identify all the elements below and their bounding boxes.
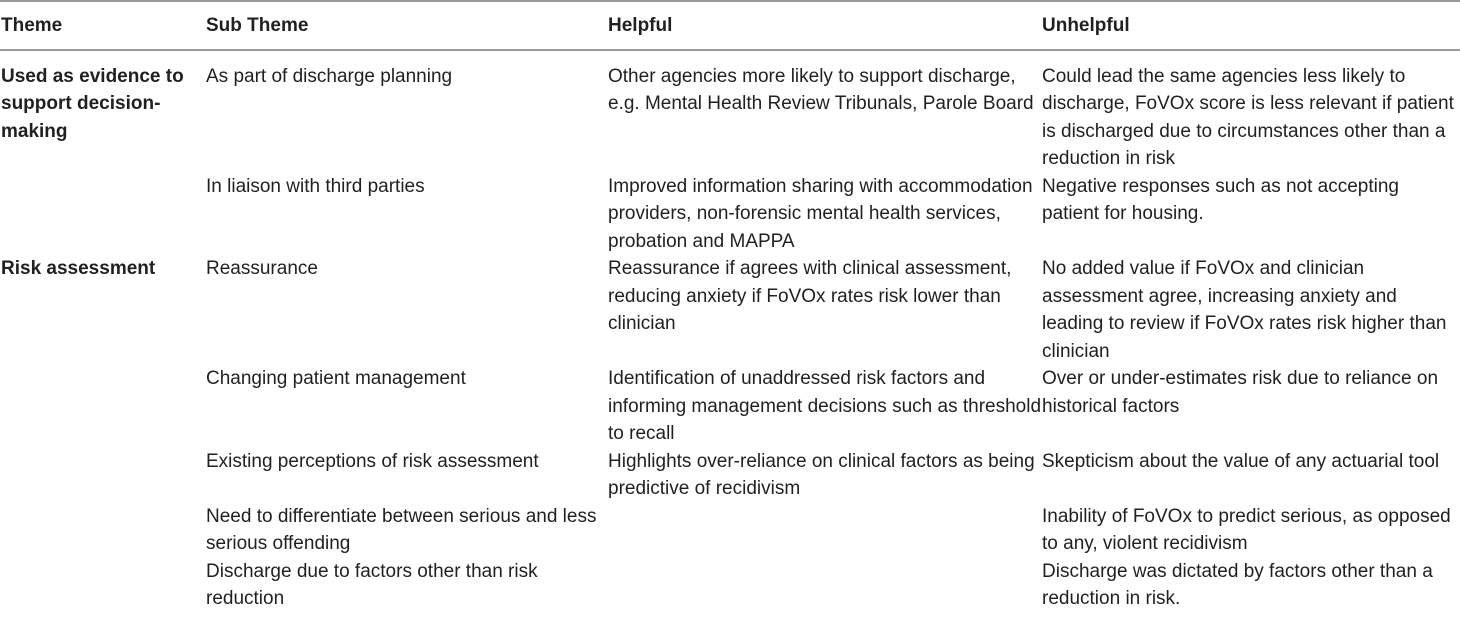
table-row bbox=[0, 558, 1460, 622]
header-sub-theme: Sub Theme bbox=[206, 1, 608, 50]
header-theme: Theme bbox=[0, 1, 206, 50]
cell-unhelpful: No added value if FoVOx and clinician assessment agree, increasing anxiety and leading to review if FoVOx rates risk higher than clinician bbox=[1042, 258, 1447, 362]
cell-sub-theme: Reassurance bbox=[206, 258, 318, 279]
cell-helpful: Improved information sharing with accommodation providers, non-forensic mental health services, probation and MAPPA bbox=[608, 175, 1033, 252]
cell-theme bbox=[0, 173, 206, 256]
cell-helpful bbox=[608, 558, 1042, 622]
cell-helpful: Identification of unaddressed risk factors and informing management decisions such as threshold to recall bbox=[608, 368, 1042, 444]
cell-theme: Used as evidence to support decision-making bbox=[1, 65, 184, 142]
table-row bbox=[0, 173, 1460, 256]
cell-sub-theme: Existing perceptions of risk assessment bbox=[206, 450, 539, 472]
cell-unhelpful: Inability of FoVOx to predict serious, as opposed to any, violent recidivism bbox=[1042, 505, 1451, 554]
cell-helpful bbox=[608, 503, 1042, 558]
table-row bbox=[0, 503, 1460, 558]
cell-sub-theme: Need to differentiate between serious and less serious offending bbox=[206, 505, 597, 554]
cell-helpful: Highlights over-reliance on clinical factors as being predictive of recidivism bbox=[608, 450, 1035, 499]
cell-helpful: Reassurance if agrees with clinical assessment, reducing anxiety if FoVOx rates risk lower than clinician bbox=[608, 258, 1012, 334]
cell-unhelpful: Skepticism about the value of any actuarial tool bbox=[1042, 450, 1440, 472]
cell-helpful: Other agencies more likely to support discharge, e.g. Mental Health Review Tribunals, Parole Board bbox=[608, 65, 1034, 114]
table-row bbox=[0, 365, 1460, 448]
cell-theme bbox=[0, 558, 206, 622]
table-row bbox=[0, 255, 1460, 365]
table-row bbox=[0, 50, 1460, 173]
cell-sub-theme: As part of discharge planning bbox=[206, 65, 453, 87]
cell-unhelpful: Negative responses such as not accepting patient for housing. bbox=[1042, 175, 1399, 224]
cell-unhelpful: Could lead the same agencies less likely to discharge, FoVOx score is less relevant if patient is discharged due to circumstances other than a reduction in risk bbox=[1042, 65, 1454, 169]
cell-theme bbox=[0, 503, 206, 558]
cell-unhelpful: Discharge was dictated by factors other than a reduction in risk. bbox=[1042, 560, 1433, 609]
cell-sub-theme: Discharge due to factors other than risk reduction bbox=[206, 560, 538, 609]
cell-theme bbox=[0, 448, 206, 503]
table-header-row bbox=[0, 1, 1460, 50]
cell-theme: Risk assessment bbox=[1, 258, 156, 279]
cell-unhelpful: Over or under-estimates risk due to reliance on historical factors bbox=[1042, 368, 1439, 417]
cell-theme bbox=[0, 365, 206, 448]
cell-sub-theme: In liaison with third parties bbox=[206, 175, 425, 197]
cell-sub-theme: Changing patient management bbox=[206, 368, 466, 389]
header-helpful: Helpful bbox=[608, 1, 1042, 50]
table-row bbox=[0, 448, 1460, 503]
header-unhelpful: Unhelpful bbox=[1042, 1, 1460, 50]
